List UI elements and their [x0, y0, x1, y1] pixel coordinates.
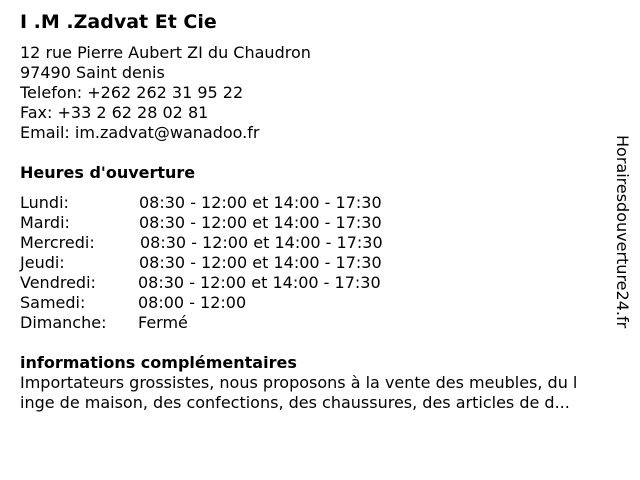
day-label: Lundi: — [20, 193, 69, 212]
day-hours: 08:00 - 12:00 — [138, 293, 247, 312]
city-postcode: 97490 Saint denis — [20, 63, 165, 82]
day-label: Mardi: — [20, 213, 70, 232]
day-hours: Fermé — [138, 313, 188, 332]
day-label: Samedi: — [20, 293, 86, 312]
hours-row-tuesday — [20, 213, 440, 233]
info-description — [20, 373, 632, 413]
hours-heading: Heures d'ouverture — [20, 163, 196, 182]
street-address: 12 rue Pierre Aubert ZI du Chaudron — [20, 43, 311, 62]
info-heading: informations complémentaires — [20, 353, 297, 372]
info-line: inge de maison, des confections, des chaussures, des articles de d... — [20, 393, 570, 412]
contact-block — [20, 43, 311, 143]
opening-hours-list — [20, 193, 440, 333]
info-line: Importateurs grossistes, nous proposons à la vente des meubles, du l — [20, 373, 578, 392]
day-label: Dimanche: — [20, 313, 107, 332]
fax-number: Fax: +33 2 62 28 02 81 — [20, 103, 209, 122]
phone-number: Telefon: +262 262 31 95 22 — [20, 83, 244, 102]
day-hours: 08:30 - 12:00 et 14:00 - 17:30 — [139, 213, 382, 232]
day-label: Jeudi: — [20, 253, 65, 272]
hours-row-thursday — [20, 253, 440, 273]
email-address: Email: im.zadvat@wanadoo.fr — [20, 123, 260, 142]
day-hours: 08:30 - 12:00 et 14:00 - 17:30 — [138, 273, 381, 292]
hours-row-monday — [20, 193, 440, 213]
hours-row-friday — [20, 273, 440, 293]
day-hours: 08:30 - 12:00 et 14:00 - 17:30 — [140, 233, 383, 252]
day-label: Vendredi: — [20, 273, 96, 292]
site-watermark: Horairesdouverture24.fr — [613, 135, 632, 329]
business-name: I .M .Zadvat Et Cie — [20, 11, 217, 33]
hours-row-wednesday — [20, 233, 440, 253]
hours-row-sunday — [20, 313, 440, 333]
day-hours: 08:30 - 12:00 et 14:00 - 17:30 — [139, 253, 382, 272]
day-hours: 08:30 - 12:00 et 14:00 - 17:30 — [139, 193, 382, 212]
day-label: Mercredi: — [20, 233, 95, 252]
hours-row-saturday — [20, 293, 440, 313]
